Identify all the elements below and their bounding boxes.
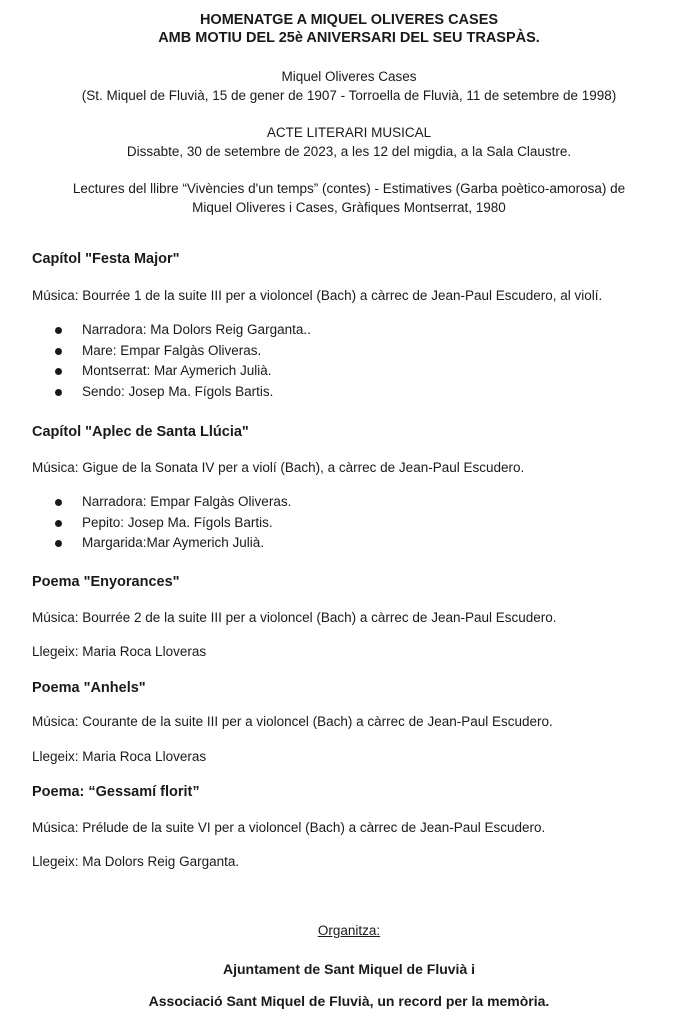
title-line-1: HOMENATGE A MIQUEL OLIVERES CASES <box>199 12 499 28</box>
list-item: Margarida:Mar Aymerich Julià. <box>0 533 291 554</box>
cast-list-aplec <box>0 492 291 554</box>
bullet-icon <box>55 520 62 527</box>
organitza-label: Organitza: <box>317 923 381 938</box>
lectures-line-2: Miquel Oliveres i Cases, Gràfiques Montserrat, 1980 <box>192 200 506 215</box>
organizer-2: Associació Sant Miquel de Fluvià, un record per la memòria. <box>148 993 550 1009</box>
section-music-aplec: Música: Gigue de la Sonata IV per a violí (Bach), a càrrec de Jean-Paul Escudero. <box>32 460 525 475</box>
honoree-dates: (St. Miquel de Fluvià, 15 de gener de 1907 - Torroella de Fluvià, 11 de setembre de 1998) <box>81 88 617 103</box>
section-heading-festa-major: Capítol "Festa Major" <box>32 251 180 267</box>
event-block <box>0 123 698 161</box>
document-title <box>0 11 698 47</box>
section-reader-enyorances: Llegeix: Maria Roca Lloveras <box>32 644 207 659</box>
organizer-1: Ajuntament de Sant Miquel de Fluvià i <box>222 961 476 977</box>
title-line-2: AMB MOTIU DEL 25è ANIVERSARI DEL SEU TRASPÀS. <box>158 30 540 46</box>
section-heading-enyorances: Poema "Enyorances" <box>32 574 180 590</box>
section-heading-gessami: Poema: “Gessamí florit” <box>32 784 200 800</box>
section-heading-anhels: Poema "Anhels" <box>32 680 146 696</box>
lectures-block <box>0 179 698 217</box>
bullet-icon <box>55 348 62 355</box>
bullet-icon <box>55 499 62 506</box>
bullet-icon <box>55 389 62 396</box>
list-item: Narradora: Ma Dolors Reig Garganta.. <box>0 320 311 341</box>
section-music-anhels: Música: Courante de la suite III per a violoncel (Bach) a càrrec de Jean-Paul Escudero. <box>32 714 553 729</box>
list-item: Montserrat: Mar Aymerich Julià. <box>0 361 311 382</box>
section-reader-anhels: Llegeix: Maria Roca Lloveras <box>32 749 207 764</box>
list-item: Mare: Empar Falgàs Oliveras. <box>0 341 311 362</box>
bullet-icon <box>55 540 62 547</box>
section-music-gessami: Música: Prélude de la suite VI per a violoncel (Bach) a càrrec de Jean-Paul Escudero. <box>32 820 546 835</box>
honoree-block <box>0 67 698 105</box>
lectures-line-1: Lectures del llibre “Vivències d'un temps” (contes) - Estimatives (Garba poètico-amorosa) de <box>72 181 626 196</box>
list-item: Narradora: Empar Falgàs Oliveras. <box>0 492 291 513</box>
bullet-icon <box>55 327 62 334</box>
section-music-festa-major: Música: Bourrée 1 de la suite III per a violoncel (Bach) a càrrec de Jean-Paul Escudero, al violí. <box>32 288 603 303</box>
section-heading-aplec: Capítol "Aplec de Santa Llúcia" <box>32 424 249 440</box>
list-item: Pepito: Josep Ma. Fígols Bartis. <box>0 513 291 534</box>
section-music-enyorances: Música: Bourrée 2 de la suite III per a violoncel (Bach) a càrrec de Jean-Paul Escudero. <box>32 610 557 625</box>
event-title: ACTE LITERARI MUSICAL <box>266 125 432 140</box>
honoree-name: Miquel Oliveres Cases <box>281 69 417 84</box>
cast-list-festa-major <box>0 320 311 402</box>
bullet-icon <box>55 368 62 375</box>
section-reader-gessami: Llegeix: Ma Dolors Reig Garganta. <box>32 854 240 869</box>
event-when: Dissabte, 30 de setembre de 2023, a les 12 del migdia, a la Sala Claustre. <box>126 144 572 159</box>
list-item: Sendo: Josep Ma. Fígols Bartis. <box>0 382 311 403</box>
